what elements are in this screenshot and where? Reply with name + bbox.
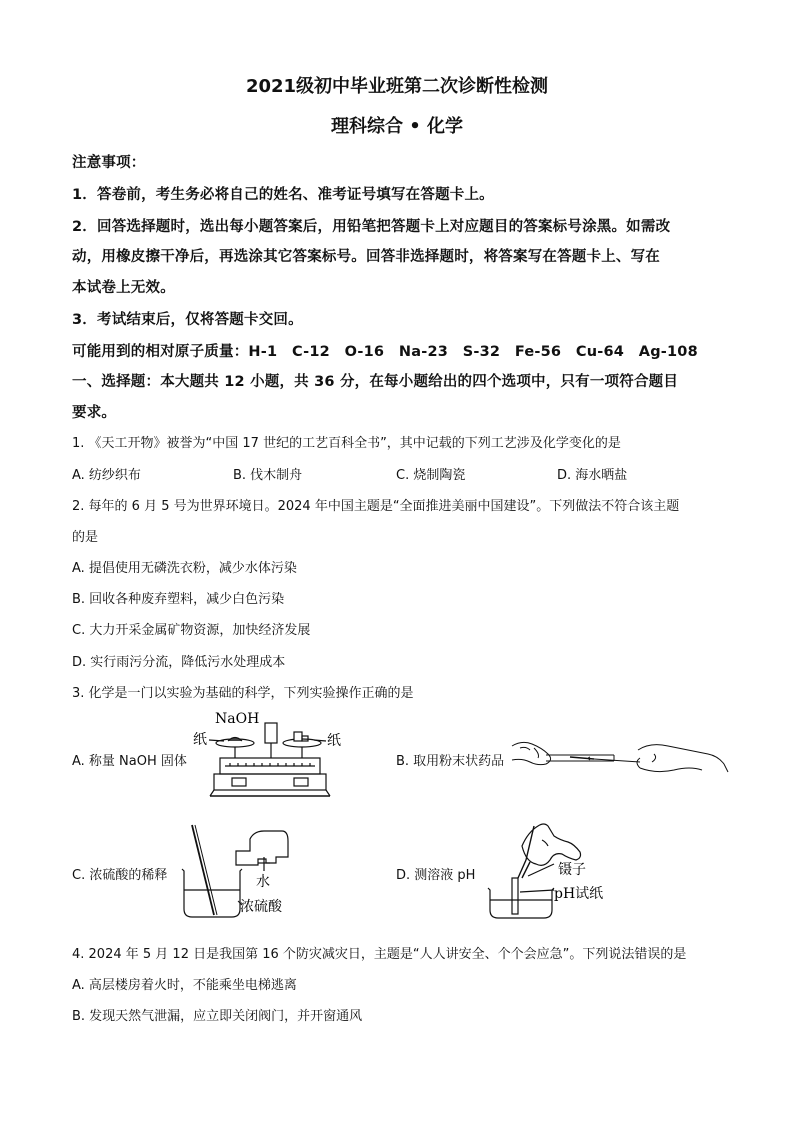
q3-option-d: D. 测溶液 pH (396, 868, 476, 883)
note-3: 3．考试结束后，仅将答题卡交回。 (72, 312, 303, 328)
tweezers-label: 镊子 (558, 862, 586, 878)
q4-stem: 4. 2024 年 5 月 12 日是我国第 16 个防灾减灾日，主题是“人人讲安全、个个会应急”。下列说法错误的是 (72, 947, 687, 962)
paper-right-label: 纸 (327, 733, 341, 749)
note-2-line-1: 2．回答选择题时，选出每小题答案后，用铅笔把答题卡上对应题目的答案标号涂黑。如需改 (72, 219, 671, 235)
q2-stem-line-2: 的是 (72, 530, 99, 545)
note-2-line-2: 动，用橡皮擦干净后，再选涂其它答案标号。回答非选择题时，将答案写在答题卡上、写在 (72, 249, 660, 265)
ph-paper-label: pH试纸 (554, 886, 604, 902)
ph-test-diagram (486, 818, 626, 923)
section-1-heading-line-1: 一、选择题：本大题共 12 小题，共 36 分，在每小题给出的四个选项中，只有一项符合题目 (72, 374, 679, 390)
q1-option-c: C. 烧制陶瓷 (396, 468, 466, 483)
q3-stem: 3. 化学是一门以实验为基础的科学，下列实验操作正确的是 (72, 686, 414, 701)
q3-option-b: B. 取用粉末状药品 (396, 754, 505, 769)
balance-diagram (190, 708, 360, 803)
water-label: 水 (256, 874, 270, 890)
note-2-line-3: 本试卷上无效。 (72, 280, 175, 296)
acid-dilution-diagram (178, 823, 308, 923)
paper-left-label: 纸 (193, 732, 207, 748)
naoh-label: NaOH (215, 711, 260, 727)
section-1-heading-line-2: 要求。 (72, 405, 117, 421)
exam-subtitle: 理科综合 • 化学 (330, 116, 464, 137)
q2-option-c: C. 大力开采金属矿物资源，加快经济发展 (72, 623, 311, 638)
q1-option-b: B. 伐木制舟 (233, 468, 303, 483)
q1-option-a: A. 纺纱织布 (72, 468, 141, 483)
q2-option-d: D. 实行雨污分流，降低污水处理成本 (72, 655, 286, 670)
note-1: 1．答卷前，考生务必将自己的姓名、准考证号填写在答题卡上。 (72, 187, 494, 203)
powder-sampling-diagram (510, 736, 730, 778)
q2-stem-line-1: 2. 每年的 6 月 5 号为世界环境日。2024 年中国主题是“全面推进美丽中国建设”。下列做法不符合该主题 (72, 499, 680, 514)
q4-option-a: A. 高层楼房着火时，不能乘坐电梯逃离 (72, 978, 297, 993)
q1-stem: 1. 《天工开物》被誉为“中国 17 世纪的工艺百科全书”，其中记载的下列工艺涉及化学变化的是 (72, 436, 621, 451)
exam-title: 2021级初中毕业班第二次诊断性检测 (245, 76, 549, 97)
q3-option-a: A. 称量 NaOH 固体 (72, 754, 187, 769)
q4-option-b: B. 发现天然气泄漏，应立即关闭阀门，并开窗通风 (72, 1009, 363, 1024)
atomic-masses: 可能用到的相对原子质量：H-1 C-12 O-16 Na-23 S-32 Fe-56 Cu-64 Ag-108 (72, 344, 698, 360)
q2-option-a: A. 提倡使用无磷洗衣粉，减少水体污染 (72, 561, 297, 576)
q2-option-b: B. 回收各种废弃塑料，减少白色污染 (72, 592, 285, 607)
q3-option-c: C. 浓硫酸的稀释 (72, 868, 168, 883)
acid-label: 浓硫酸 (240, 899, 282, 915)
notes-heading: 注意事项： (72, 155, 146, 171)
q1-option-d: D. 海水晒盐 (557, 468, 628, 483)
